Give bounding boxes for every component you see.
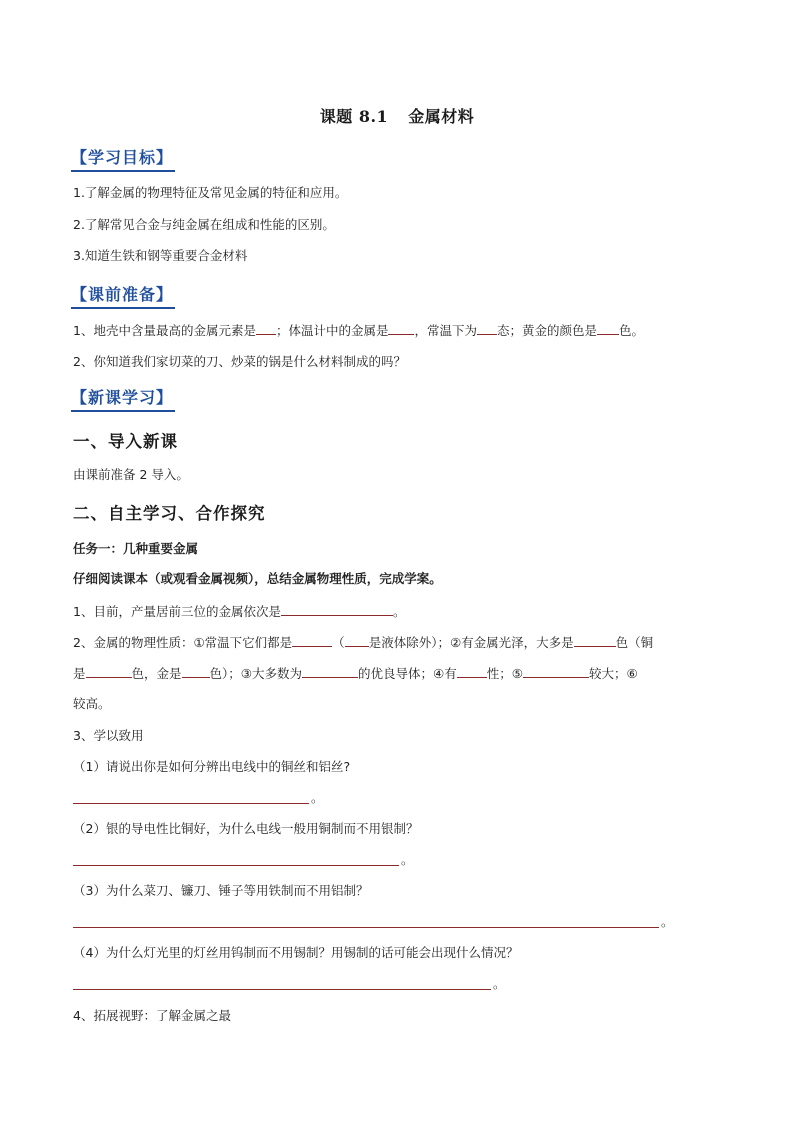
task1-question-2-line1: 2、金属的物理性质：①常温下它们都是 （ 是液体除外）；②有金属光泽，大多是 色（铜 [73,635,654,650]
answer-blank[interactable] [523,664,589,678]
part1-heading: 一、导入新课 [73,432,178,451]
answer-blank[interactable] [256,321,276,335]
answer-blank[interactable] [182,664,210,678]
goal-item: 2.了解常见合金与纯金属在组成和性能的区别。 [73,217,335,232]
task1-question-3: 3、学以致用 [73,728,144,743]
answer-blank[interactable] [477,321,497,335]
answer-period: 。 [401,852,414,867]
answer-blank[interactable] [292,633,332,647]
answer-line[interactable] [73,803,309,804]
part2-heading: 二、自主学习、合作探究 [73,504,266,523]
answer-line[interactable] [73,927,659,928]
task1-heading: 任务一：几种重要金属 [73,541,199,556]
answer-blank[interactable] [345,633,369,647]
answer-period: 。 [311,790,324,805]
answer-blank[interactable] [597,321,619,335]
answer-period: 。 [661,914,674,929]
answer-line[interactable] [73,989,491,990]
task1-question-2-line2: 是 色，金是 色）；③大多数为 的优良导体；④有 性；⑤ 较大；⑥ [73,666,638,681]
prep-question-1: 1、地壳中含量最高的金属元素是 ；体温计中的金属是 ，常温下为 态；黄金的颜色是 色。 [73,323,645,338]
page-title: 课题 8.1 金属材料 [319,107,475,126]
section-goals-heading: 【学习目标】 [71,147,175,172]
answer-blank[interactable] [302,664,358,678]
answer-blank[interactable] [457,664,487,678]
section-new-heading: 【新课学习】 [71,387,175,412]
task1-question-4: 4、拓展视野：了解金属之最 [73,1008,231,1023]
section-prep-heading: 【课前准备】 [71,284,175,309]
prep-question-2: 2、你知道我们家切菜的刀、炒菜的锅是什么材料制成的吗？ [73,354,406,369]
sub-question-3: （3）为什么菜刀、镰刀、锤子等用铁制而不用铝制？ [73,883,369,898]
sub-question-1: （1）请说出你是如何分辨出电线中的铜丝和铝丝? [73,759,351,774]
part1-text: 由课前准备 2 导入。 [73,467,189,482]
sub-question-2: （2）银的导电性比铜好，为什么电线一般用铜制而不用银制？ [73,821,419,836]
answer-blank[interactable] [281,602,393,616]
task1-instruction: 仔细阅读课本（或观看金属视频），总结金属物理性质，完成学案。 [73,571,442,586]
answer-line[interactable] [73,865,399,866]
goal-item: 1.了解金属的物理特征及常见金属的特征和应用。 [73,185,348,200]
goal-item: 3.知道生铁和钢等重要合金材料 [73,248,248,263]
sub-question-4: （4）为什么灯光里的灯丝用钨制而不用锡制？用锡制的话可能会出现什么情况？ [73,945,519,960]
answer-blank[interactable] [574,633,616,647]
task1-question-2-line3: 较高。 [73,696,111,711]
answer-blank[interactable] [388,321,414,335]
answer-blank[interactable] [86,664,132,678]
task1-question-1: 1、目前，产量居前三位的金属依次是 。 [73,604,406,619]
answer-period: 。 [493,976,506,991]
